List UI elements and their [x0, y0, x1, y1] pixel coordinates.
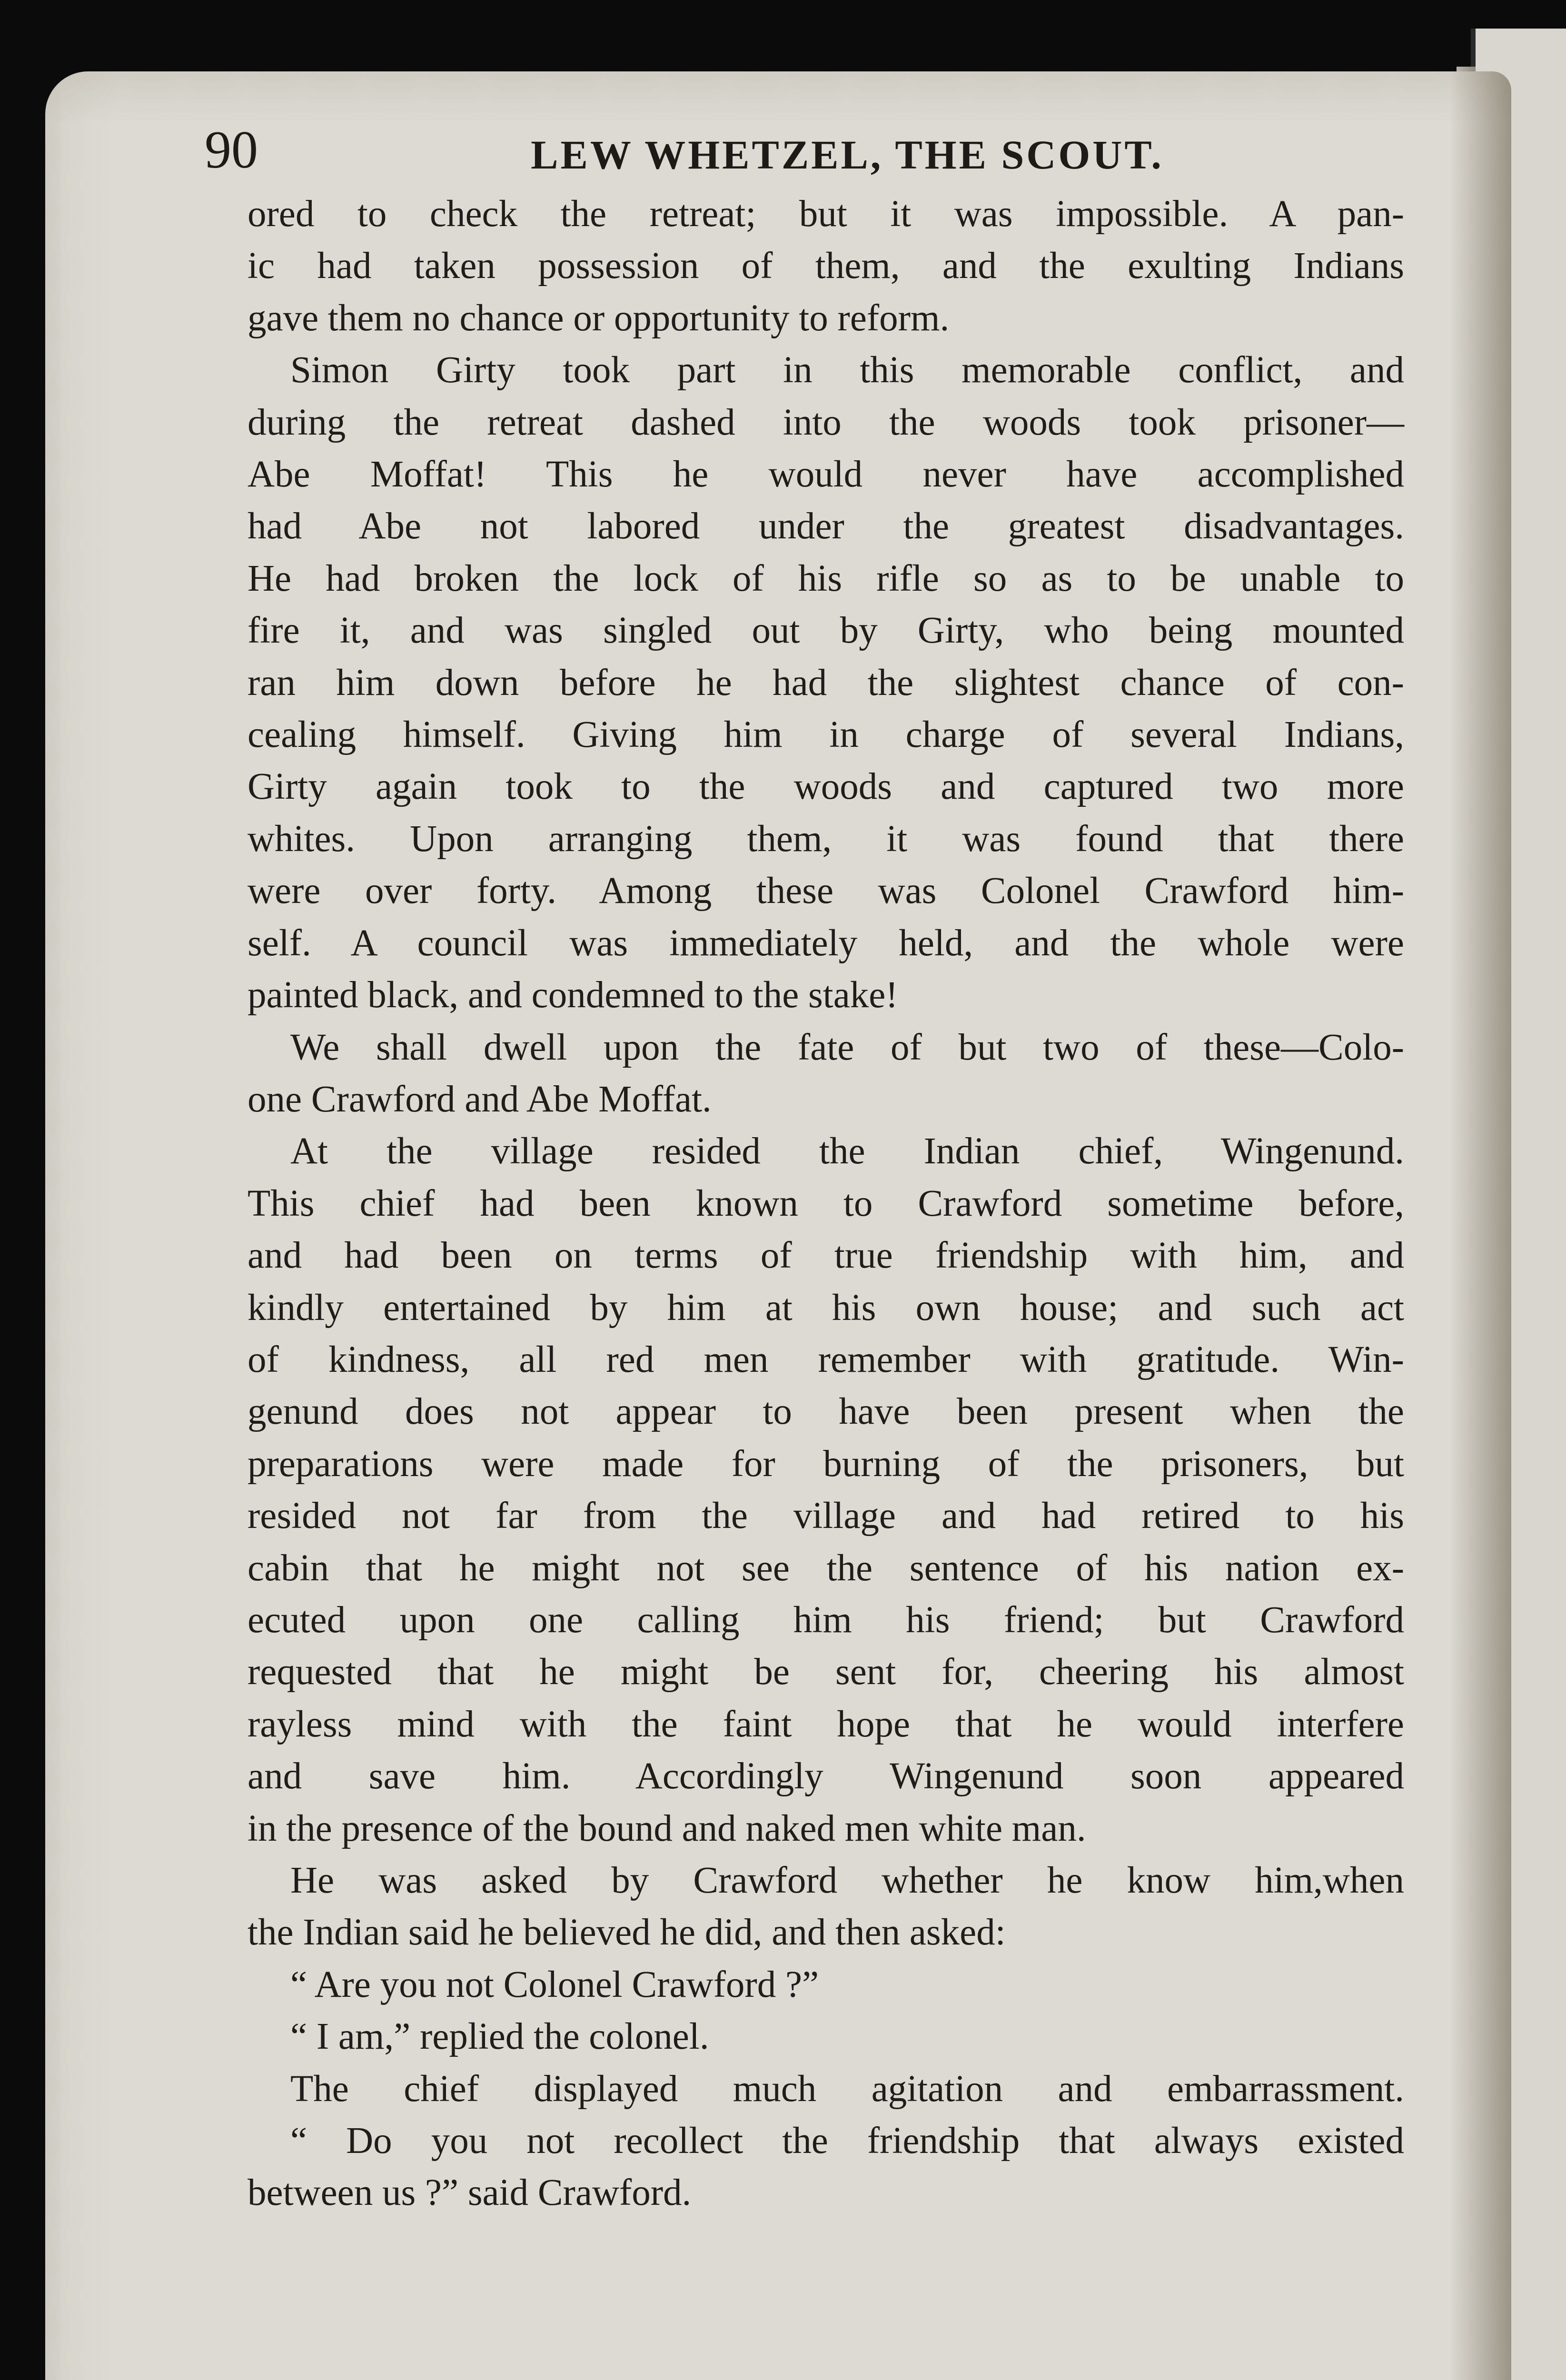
text-line: the Indian said he believed he did, and then asked:: [248, 1912, 1006, 1954]
gutter-shadow: [1449, 71, 1511, 2380]
text-line: The chief displayed much agitation and embarrassment.: [290, 2068, 1404, 2110]
text-line: fire it, and was singled out by Girty, who being mounted: [248, 610, 1404, 652]
text-line: ecuted upon one calling him his friend; but Crawford: [248, 1599, 1404, 1641]
text-line: Abe Moffat! This he would never have accomplished: [248, 454, 1404, 496]
text-line: ic had taken possession of them, and the exulting Indians: [248, 245, 1404, 287]
text-line: cabin that he might not see the sentence of his nation ex-: [248, 1547, 1404, 1589]
text-line: and had been on terms of true friendship with him, and: [248, 1235, 1404, 1277]
text-line: cealing himself. Giving him in charge of several Indians,: [248, 714, 1404, 756]
text-line: rayless mind with the faint hope that he would interfere: [248, 1703, 1404, 1745]
text-line: preparations were made for burning of the prisoners, but: [248, 1443, 1404, 1485]
text-line: He was asked by Crawford whether he know him,when: [290, 1860, 1404, 1901]
running-title: LEW WHETZEL, THE SCOUT.: [531, 132, 1164, 178]
body-text: [248, 188, 1404, 2219]
text-line: were over forty. Among these was Colonel Crawford him-: [248, 870, 1404, 912]
text-line: requested that he might be sent for, cheering his almost: [248, 1651, 1404, 1693]
text-line: Simon Girty took part in this memorable conflict, and: [290, 349, 1404, 391]
text-line: Girty again took to the woods and captured two more: [248, 766, 1404, 808]
page-header: [205, 119, 1490, 190]
text-line: between us ?” said Crawford.: [248, 2172, 692, 2214]
text-line: had Abe not labored under the greatest disadvantages.: [248, 506, 1404, 547]
text-line: gave them no chance or opportunity to reform.: [248, 297, 950, 339]
text-line: resided not far from the village and had retired to his: [248, 1495, 1404, 1537]
text-line: This chief had been known to Crawford sometime before,: [248, 1182, 1404, 1224]
text-line: whites. Upon arranging them, it was found that there: [248, 818, 1404, 860]
text-line: ran him down before he had the slightest chance of con-: [248, 662, 1404, 704]
page-number: 90: [205, 120, 258, 179]
text-line: “ I am,” replied the colonel.: [290, 2016, 709, 2058]
text-line: and save him. Accordingly Wingenund soon appeared: [248, 1755, 1404, 1797]
text-line: He had broken the lock of his rifle so as to be unable to: [248, 557, 1404, 599]
text-line: We shall dwell upon the fate of but two of these—Colo-: [290, 1026, 1404, 1068]
text-line: of kindness, all red men remember with gratitude. Win-: [248, 1339, 1404, 1380]
text-line: “ Are you not Colonel Crawford ?”: [290, 1964, 819, 2005]
text-line: At the village resided the Indian chief, Wingenund.: [290, 1130, 1404, 1172]
text-line: painted black, and condemned to the stake!: [248, 974, 898, 1016]
text-line: “ Do you not recollect the friendship that always existed: [290, 2120, 1404, 2162]
text-line: kindly entertained by him at his own house; and such act: [248, 1287, 1404, 1329]
text-line: during the retreat dashed into the woods took prisoner—: [248, 401, 1404, 443]
text-line: ored to check the retreat; but it was impossible. A pan-: [248, 193, 1404, 235]
text-line: genund does not appear to have been present when the: [248, 1391, 1404, 1433]
text-line: one Crawford and Abe Moffat.: [248, 1078, 712, 1120]
text-line: self. A council was immediately held, and the whole were: [248, 922, 1404, 964]
text-line: in the presence of the bound and naked men white man.: [248, 1807, 1086, 1849]
